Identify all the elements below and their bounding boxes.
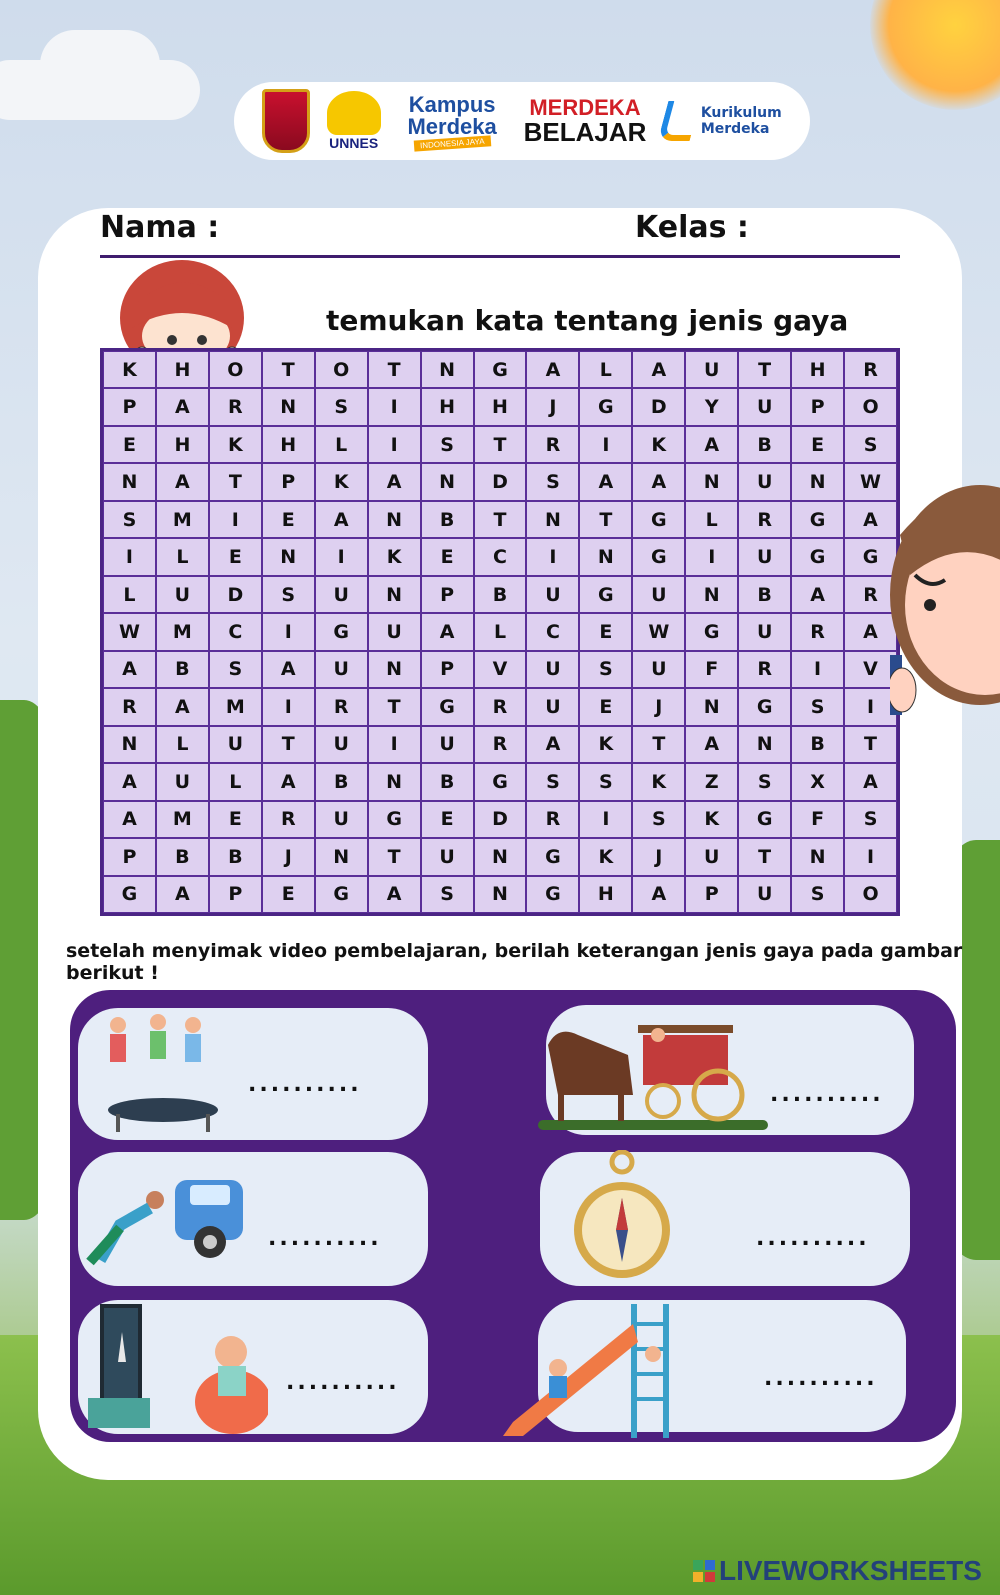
grid-letter[interactable]: U [315,801,368,838]
grid-letter[interactable]: T [632,726,685,763]
grid-letter[interactable]: G [315,613,368,650]
grid-letter[interactable]: I [209,501,262,538]
grid-letter[interactable]: O [844,388,897,425]
horse-carriage-icon [538,1015,768,1135]
grid-letter[interactable]: E [209,801,262,838]
grid-letter[interactable]: L [579,351,632,388]
kurikulum-label: Kurikulum [700,105,782,121]
grid-letter[interactable]: Y [685,388,738,425]
grid-letter[interactable]: P [421,651,474,688]
grid-letter[interactable]: R [209,388,262,425]
grid-letter[interactable]: C [526,613,579,650]
grid-letter[interactable]: N [474,876,527,913]
grid-letter[interactable]: N [685,576,738,613]
kurikulum-merdeka-logo [663,101,782,141]
grid-letter[interactable]: I [315,538,368,575]
kampus-merdeka-sub: INDONESIA JAYA [414,135,491,151]
grid-letter[interactable]: G [368,801,421,838]
grid-letter[interactable]: K [368,538,421,575]
grid-letter[interactable]: A [156,688,209,725]
grid-letter[interactable]: G [474,763,527,800]
grid-letter[interactable]: A [368,876,421,913]
word-search-title: temukan kata tentang jenis gaya [326,304,849,337]
answer-blank-5[interactable]: .......... [286,1370,400,1395]
grid-letter[interactable]: I [579,801,632,838]
grid-letter[interactable]: S [738,763,791,800]
grid-letter[interactable]: T [262,351,315,388]
grid-letter[interactable]: S [579,651,632,688]
grid-letter[interactable]: G [738,801,791,838]
grid-letter[interactable]: H [421,388,474,425]
grid-letter[interactable]: F [791,801,844,838]
grid-letter[interactable]: B [738,426,791,463]
grid-letter[interactable]: N [421,463,474,500]
grid-letter[interactable]: N [791,463,844,500]
grid-letter[interactable]: P [103,388,156,425]
grid-letter[interactable]: T [209,463,262,500]
grid-letter[interactable]: E [209,538,262,575]
grid-letter[interactable]: T [738,838,791,875]
answer-blank-6[interactable]: .......... [764,1366,878,1391]
grid-letter[interactable]: L [474,613,527,650]
grid-letter[interactable]: R [738,501,791,538]
name-label: Nama : [100,210,220,245]
grid-letter[interactable]: I [262,688,315,725]
pushing-car-icon [80,1170,245,1270]
grid-letter[interactable]: E [579,688,632,725]
liveworksheets-icon [693,1560,715,1582]
grid-letter[interactable]: N [315,838,368,875]
grid-letter[interactable]: K [315,463,368,500]
grid-letter[interactable]: I [368,426,421,463]
grid-letter[interactable]: L [315,426,368,463]
grid-letter[interactable]: P [103,838,156,875]
grid-letter[interactable]: S [844,426,897,463]
grid-letter[interactable]: E [579,613,632,650]
grid-letter[interactable]: E [262,876,315,913]
grid-letter[interactable]: U [156,576,209,613]
answer-blank-1[interactable]: .......... [248,1072,362,1097]
grid-letter[interactable]: I [368,726,421,763]
grid-letter[interactable]: B [474,576,527,613]
grid-letter[interactable]: G [103,876,156,913]
grid-letter[interactable]: I [844,838,897,875]
grid-letter[interactable]: O [844,876,897,913]
grid-letter[interactable]: T [844,726,897,763]
grid-letter[interactable]: U [315,576,368,613]
grid-letter[interactable]: M [209,688,262,725]
grid-letter[interactable]: D [209,576,262,613]
sun-decoration [870,0,1000,110]
girl-peeking-illustration [112,258,252,358]
grid-letter[interactable]: T [368,688,421,725]
grid-letter[interactable]: E [421,801,474,838]
grid-letter[interactable]: U [738,613,791,650]
trampoline-icon [98,1010,228,1135]
grid-letter[interactable]: B [791,726,844,763]
grid-letter[interactable]: A [315,501,368,538]
grid-letter[interactable]: I [844,688,897,725]
grid-letter[interactable]: A [844,763,897,800]
cloud-decoration [40,30,160,100]
grid-letter[interactable]: A [156,876,209,913]
grid-letter[interactable]: S [791,688,844,725]
kampus-merdeka-logo [397,91,507,150]
grid-letter[interactable]: G [526,876,579,913]
grid-letter[interactable]: U [526,651,579,688]
grid-letter[interactable]: R [103,688,156,725]
grid-letter[interactable]: U [421,726,474,763]
grid-letter[interactable]: N [421,351,474,388]
grid-letter[interactable]: S [262,576,315,613]
tv-and-child-icon [88,1302,268,1438]
grid-letter[interactable]: E [103,426,156,463]
grid-letter[interactable]: G [738,688,791,725]
grid-letter[interactable]: N [262,388,315,425]
playground-slide-icon [503,1302,678,1440]
grid-letter[interactable]: I [103,538,156,575]
kampus-merdeka-label: Kampus Merdeka [407,91,497,139]
grid-letter[interactable]: G [791,501,844,538]
grid-letter[interactable]: H [262,426,315,463]
grid-letter[interactable]: N [368,763,421,800]
grid-letter[interactable]: R [474,726,527,763]
grid-letter[interactable]: B [315,763,368,800]
grid-letter[interactable]: D [632,388,685,425]
liveworksheets-label: LIVEWORKSHEETS [719,1555,982,1586]
grid-letter[interactable]: B [738,576,791,613]
grid-letter[interactable]: K [685,801,738,838]
grid-letter[interactable]: Z [685,763,738,800]
grid-letter[interactable]: P [209,876,262,913]
grid-letter[interactable]: S [791,876,844,913]
grid-letter[interactable]: K [632,763,685,800]
grid-letter[interactable]: W [103,613,156,650]
grid-letter[interactable]: I [262,613,315,650]
merdeka-label: MERDEKA [529,95,641,120]
grid-letter[interactable]: G [844,538,897,575]
grid-letter[interactable]: S [526,763,579,800]
grid-letter[interactable]: U [685,351,738,388]
exercise-instruction: setelah menyimak video pembelajaran, berilah keterangan jenis gaya pada gambar berikut ! [66,940,963,984]
grid-letter[interactable]: U [738,538,791,575]
grid-letter[interactable]: R [262,801,315,838]
grid-letter[interactable]: A [103,801,156,838]
word-search-grid [100,348,900,916]
grid-letter[interactable]: S [421,876,474,913]
grid-letter[interactable]: P [685,876,738,913]
logo-bar [234,82,810,160]
liveworksheets-brand [693,1555,982,1587]
grid-letter[interactable]: L [209,763,262,800]
grid-letter[interactable]: I [526,538,579,575]
grid-letter[interactable]: L [156,726,209,763]
grid-letter[interactable]: B [209,838,262,875]
grid-letter[interactable]: G [315,876,368,913]
grid-letter[interactable]: T [738,351,791,388]
grid-letter[interactable]: M [156,613,209,650]
grid-letter[interactable]: N [791,838,844,875]
unnes-emblem-icon [327,91,381,135]
kurikulum-merdeka-label: Merdeka [700,121,770,137]
grid-letter[interactable]: G [685,613,738,650]
grid-letter[interactable]: R [844,576,897,613]
grid-letter[interactable]: M [156,801,209,838]
grid-letter[interactable]: T [579,501,632,538]
grid-letter[interactable]: I [368,388,421,425]
grid-letter[interactable]: B [156,651,209,688]
grid-letter[interactable]: H [474,388,527,425]
grid-letter[interactable]: U [632,651,685,688]
grid-letter[interactable]: I [579,426,632,463]
grid-letter[interactable]: K [579,838,632,875]
shield-icon [262,89,310,153]
grid-letter[interactable]: G [632,501,685,538]
belajar-label: BELAJAR [523,117,647,147]
grid-letter[interactable]: N [368,501,421,538]
grid-letter[interactable]: E [791,426,844,463]
grid-letter[interactable]: R [844,351,897,388]
grid-letter[interactable]: S [315,388,368,425]
grid-letter[interactable]: U [209,726,262,763]
grid-letter[interactable]: H [579,876,632,913]
grid-letter[interactable]: K [632,426,685,463]
grid-letter[interactable]: E [421,538,474,575]
grid-letter[interactable]: P [791,388,844,425]
grid-letter[interactable]: S [526,463,579,500]
grid-letter[interactable]: R [791,613,844,650]
unnes-logo [327,91,381,151]
grid-letter[interactable]: T [474,426,527,463]
grid-letter[interactable]: S [632,801,685,838]
grid-letter[interactable]: O [315,351,368,388]
grid-letter[interactable]: J [526,388,579,425]
grid-letter[interactable]: J [632,838,685,875]
grid-letter[interactable]: T [262,726,315,763]
boy-peeking-illustration [890,455,1000,735]
grid-letter[interactable]: S [579,763,632,800]
grid-letter[interactable]: X [791,763,844,800]
grid-letter[interactable]: H [156,351,209,388]
grid-letter[interactable]: C [209,613,262,650]
grid-letter[interactable]: A [156,463,209,500]
grid-letter[interactable]: K [579,726,632,763]
grid-letter[interactable]: V [474,651,527,688]
grid-letter[interactable]: B [156,838,209,875]
grid-letter[interactable]: A [685,426,738,463]
grid-letter[interactable]: N [262,538,315,575]
grid-letter[interactable]: T [368,351,421,388]
grid-letter[interactable]: A [632,463,685,500]
grid-letter[interactable]: D [474,801,527,838]
grid-letter[interactable]: N [368,576,421,613]
grid-letter[interactable]: N [526,501,579,538]
grid-letter[interactable]: A [368,463,421,500]
grid-letter[interactable]: M [156,501,209,538]
answer-blank-2[interactable]: .......... [770,1082,884,1107]
grid-letter[interactable]: N [103,726,156,763]
unnes-label: UNNES [329,135,379,151]
grid-letter[interactable]: A [579,463,632,500]
grid-letter[interactable]: V [844,651,897,688]
grid-letter[interactable]: I [791,651,844,688]
grid-letter[interactable]: R [315,688,368,725]
grid-letter[interactable]: B [421,763,474,800]
grid-letter[interactable]: U [738,876,791,913]
grid-letter[interactable]: W [844,463,897,500]
grid-letter[interactable]: H [791,351,844,388]
grid-letter[interactable]: J [632,688,685,725]
grid-letter[interactable]: U [368,613,421,650]
grid-letter[interactable]: G [526,838,579,875]
grid-letter[interactable]: U [421,838,474,875]
grid-letter[interactable]: A [421,613,474,650]
grid-letter[interactable]: A [156,388,209,425]
grid-letter[interactable]: G [791,538,844,575]
grid-letter[interactable]: A [526,726,579,763]
grid-letter[interactable]: O [209,351,262,388]
grid-letter[interactable]: A [844,613,897,650]
grid-letter[interactable]: A [632,876,685,913]
grid-letter[interactable]: U [315,651,368,688]
grid-letter[interactable]: K [103,351,156,388]
grid-letter[interactable]: I [685,538,738,575]
grid-letter[interactable]: U [738,463,791,500]
grid-letter[interactable]: S [844,801,897,838]
grid-letter[interactable]: A [526,351,579,388]
grid-letter[interactable]: S [209,651,262,688]
grid-letter[interactable]: K [209,426,262,463]
grid-letter[interactable]: D [474,463,527,500]
grid-letter[interactable]: G [579,388,632,425]
grid-letter[interactable]: L [103,576,156,613]
grid-letter[interactable]: N [368,651,421,688]
grid-letter[interactable]: A [685,726,738,763]
grid-letter[interactable]: G [474,351,527,388]
grid-letter[interactable]: C [474,538,527,575]
grid-letter[interactable]: R [474,688,527,725]
grid-letter[interactable]: E [262,501,315,538]
grid-letter[interactable]: N [579,538,632,575]
grid-letter[interactable]: U [685,838,738,875]
grid-letter[interactable]: S [421,426,474,463]
merdeka-belajar-logo [524,97,647,145]
grid-letter[interactable]: U [526,688,579,725]
grid-letter[interactable]: N [474,838,527,875]
grid-letter[interactable]: U [156,763,209,800]
grid-letter[interactable]: L [685,501,738,538]
grid-letter[interactable]: F [685,651,738,688]
grid-letter[interactable]: R [526,426,579,463]
grid-letter[interactable]: B [421,501,474,538]
grid-letter[interactable]: R [526,801,579,838]
grid-letter[interactable]: U [632,576,685,613]
grid-letter[interactable]: A [103,763,156,800]
grid-letter[interactable]: A [103,651,156,688]
grid-letter[interactable]: P [262,463,315,500]
answer-blank-4[interactable]: .......... [756,1226,870,1251]
grid-letter[interactable]: U [738,388,791,425]
answer-blank-3[interactable]: .......... [268,1226,382,1251]
grid-letter[interactable]: R [738,651,791,688]
grid-letter[interactable]: T [368,838,421,875]
grid-letter[interactable]: J [262,838,315,875]
grid-letter[interactable]: L [156,538,209,575]
grid-letter[interactable]: A [262,763,315,800]
grid-letter[interactable]: A [844,501,897,538]
grid-letter[interactable]: U [315,726,368,763]
grid-letter[interactable]: G [632,538,685,575]
grid-letter[interactable]: N [685,463,738,500]
grid-letter[interactable]: H [156,426,209,463]
kurikulum-icon [657,101,700,141]
grid-letter[interactable]: G [579,576,632,613]
grid-letter[interactable]: N [738,726,791,763]
grid-letter[interactable]: T [474,501,527,538]
grid-letter[interactable]: A [262,651,315,688]
compass-icon [572,1150,672,1285]
grid-letter[interactable]: N [103,463,156,500]
grid-letter[interactable]: U [526,576,579,613]
grid-letter[interactable]: W [632,613,685,650]
regional-emblem-logo [262,89,310,153]
class-label: Kelas : [635,210,749,245]
grid-letter[interactable]: A [632,351,685,388]
grid-letter[interactable]: G [421,688,474,725]
grid-letter[interactable]: A [791,576,844,613]
grid-letter[interactable]: N [685,688,738,725]
grid-letter[interactable]: P [421,576,474,613]
grid-letter[interactable]: S [103,501,156,538]
